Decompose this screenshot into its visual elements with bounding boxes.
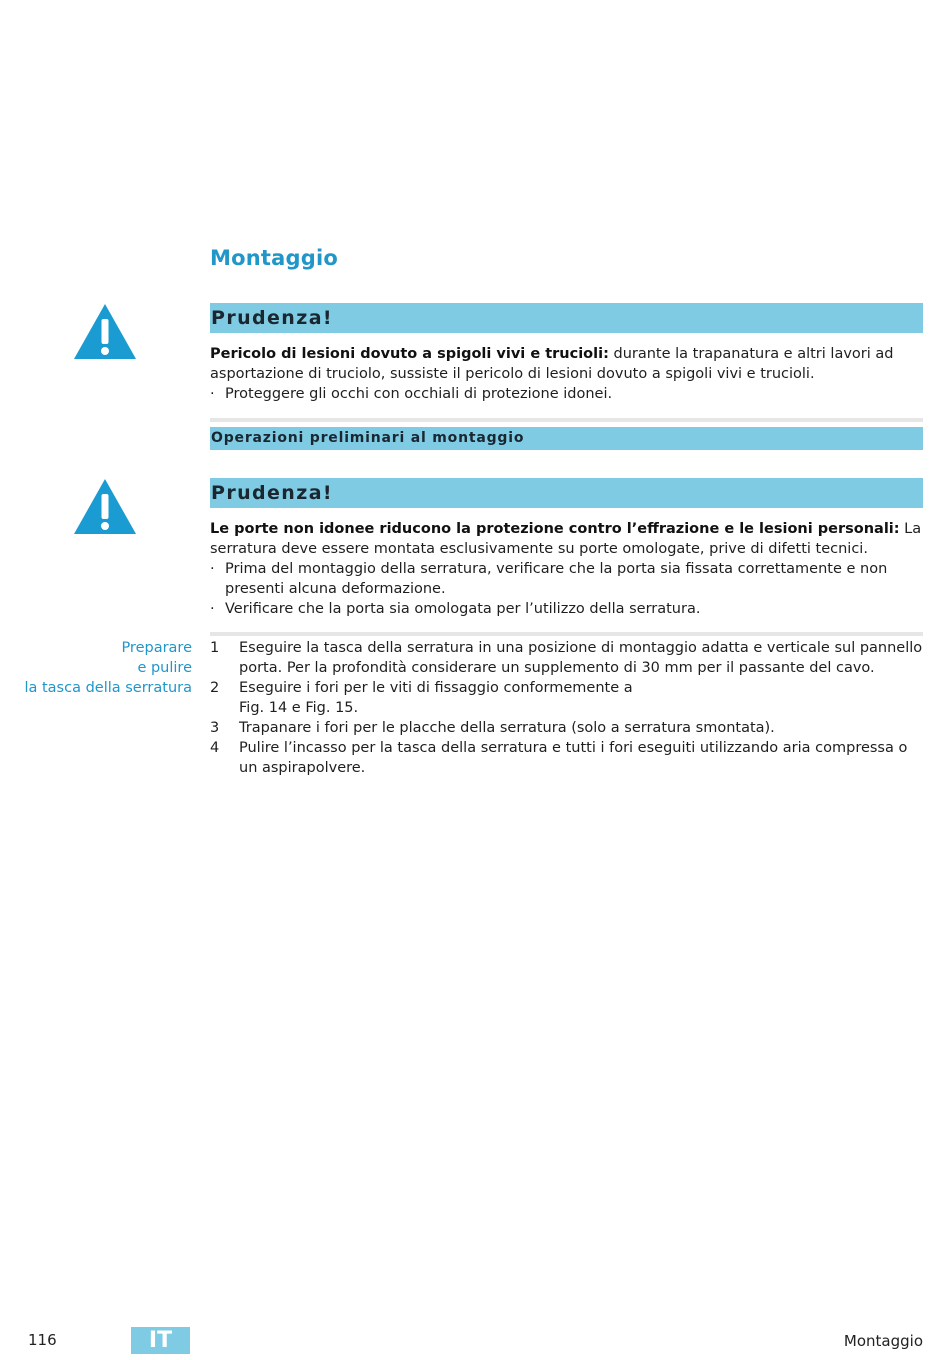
caution-text [210, 519, 925, 619]
bullet-item: · Verificare che la porta sia omologata per l’utilizzo della serratura. [210, 601, 701, 617]
step-item: 1 Eseguire la tasca della serratura in una posizione di montaggio adatta e verticale sul pannello porta. Per la profondità considerare un supplemento di 30 mm per il passante del cavo. [210, 640, 923, 676]
caution-text [210, 344, 925, 404]
bullet-item: · Prima del montaggio della serratura, verificare che la porta sia fissata correttamente e non presenti alcuna deformazione. [210, 561, 888, 597]
warning-triangle-icon [72, 477, 138, 537]
divider [210, 418, 923, 422]
step-item: 4 Pulire l’incasso per la tasca della serratura e tutti i fori eseguiti utilizzando aria compressa o un aspirapolvere. [210, 740, 908, 776]
caution-body-text: La serratura deve essere montata esclusivamente su porte omologate, prive di difetti tecnici. [210, 521, 922, 557]
side-label: Preparare e pulire la tasca della serratura [24, 640, 192, 696]
divider [210, 632, 923, 636]
section-heading: Operazioni preliminari al montaggio [210, 427, 923, 450]
language-badge: IT [131, 1327, 190, 1354]
footer-section-title: Montaggio [843, 1332, 923, 1350]
caution-body-text: durante la trapanatura e altri lavori ad asportazione di truciolo, sussiste il pericolo di lesioni dovuto a spigoli vivi e trucioli. [210, 346, 894, 382]
warning-triangle-icon [72, 302, 138, 362]
caution-bold-text: Pericolo di lesioni dovuto a spigoli vivi e trucioli: [210, 346, 609, 362]
step-item: 3 Trapanare i fori per le placche della serratura (solo a serratura smontata). [210, 720, 775, 736]
page-title: Montaggio [210, 246, 338, 270]
caution-heading: Prudenza! [210, 303, 923, 333]
caution-bold-text: Le porte non idonee riducono la protezione contro l’effrazione e le lesioni personali: [210, 521, 900, 537]
caution-heading: Prudenza! [210, 478, 923, 508]
bullet-item: · Proteggere gli occhi con occhiali di protezione idonei. [210, 386, 613, 402]
page-number: 116 [28, 1331, 57, 1349]
step-item: 2 Eseguire i fori per le viti di fissaggio conformemente a Fig. 14 e Fig. 15. [210, 680, 633, 716]
steps-list [210, 638, 925, 778]
